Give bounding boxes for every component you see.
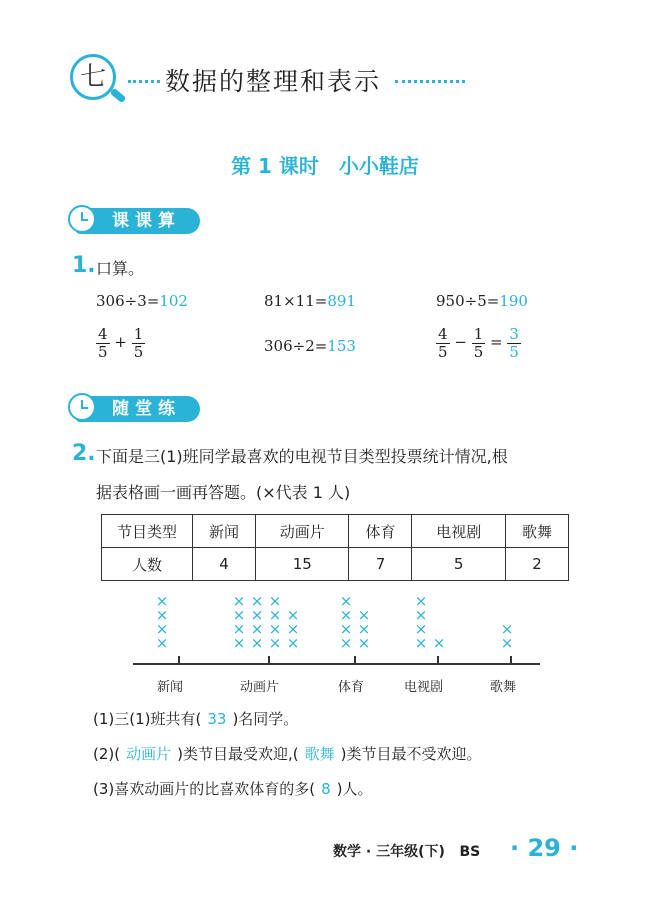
- tally-mark: ×: [268, 620, 282, 638]
- tally-mark: ×: [232, 592, 246, 610]
- table-cell: 2: [505, 548, 568, 581]
- x-tick-label: 新闻: [157, 680, 184, 695]
- tally-mark: ×: [155, 592, 169, 610]
- tally-mark: ×: [268, 606, 282, 624]
- axis-tick: [268, 656, 270, 664]
- table-cell: 电视剧: [412, 515, 505, 548]
- axis-tick: [437, 656, 439, 664]
- section-label-calc: 课课算: [112, 211, 181, 231]
- q2-text-line2: 据表格画一画再答题。(×代表 1 人): [96, 483, 351, 502]
- q1-frac-answer: $\frac{3}{5}$: [509, 325, 519, 361]
- table-cell: 5: [412, 548, 505, 581]
- alarm-clock-icon: [68, 393, 96, 421]
- q2-sub3: (3)喜欢动画片的比喜欢体育的多( 8 )人。: [93, 780, 373, 798]
- magnifier-handle-icon: [110, 88, 127, 104]
- tally-mark: ×: [414, 620, 428, 638]
- footer-book-info: 数学 · 三年级(下) BS: [333, 844, 481, 860]
- tally-mark: ×: [339, 620, 353, 638]
- lesson-title: [0, 150, 650, 179]
- table-header-type: 节目类型: [102, 515, 193, 548]
- q2-text-line1: 下面是三(1)班同学最喜欢的电视节目类型投票统计情况,根: [96, 447, 508, 466]
- tally-mark: ×: [414, 606, 428, 624]
- table-row: [102, 515, 569, 548]
- table-cell: 7: [349, 548, 412, 581]
- chapter-number-badge: 七: [70, 54, 116, 100]
- q1-item-2: 81×11=891: [264, 292, 356, 310]
- axis-tick: [510, 656, 512, 664]
- header-dots-left: [128, 80, 160, 83]
- q2-sub1: (1)三(1)班共有( 33 )名同学。: [93, 710, 299, 728]
- q1-number: 1.: [72, 253, 96, 278]
- q1-frac-add: $\frac{4}{5}$ + $\frac{1}{5}$: [98, 325, 144, 361]
- vote-table: [101, 514, 569, 581]
- tally-mark: ×: [339, 606, 353, 624]
- q1-answer-2: 891: [327, 292, 356, 310]
- lesson-number: 第 1 课时: [231, 154, 319, 178]
- q2-sub3-answer: 8: [321, 780, 331, 798]
- q1-item-1: 306÷3=102: [96, 292, 188, 310]
- q1-text: 口算。: [96, 259, 145, 278]
- tally-mark: ×: [155, 620, 169, 638]
- tally-mark: ×: [155, 634, 169, 652]
- table-cell: 动画片: [256, 515, 349, 548]
- tally-mark: ×: [232, 620, 246, 638]
- tally-mark: ×: [232, 606, 246, 624]
- q1-answer-3: 190: [499, 292, 528, 310]
- tally-mark: ×: [250, 634, 264, 652]
- q1-answer-4: 153: [327, 337, 356, 355]
- q1-item-4: 306÷2=153: [264, 337, 356, 355]
- tally-mark: ×: [500, 634, 514, 652]
- q2-number: 2.: [72, 441, 96, 466]
- tally-mark: ×: [232, 634, 246, 652]
- header-dots-right: [395, 80, 465, 83]
- tally-mark: ×: [357, 606, 371, 624]
- section-label-practice: 随堂练: [112, 399, 181, 419]
- q2-sub2: (2)( 动画片 )类节目最受欢迎,( 歌舞 )类节目最不受欢迎。: [93, 745, 482, 763]
- tally-mark: ×: [250, 592, 264, 610]
- tally-mark: ×: [414, 592, 428, 610]
- axis-tick: [354, 656, 356, 664]
- q1-answer-1: 102: [159, 292, 188, 310]
- table-header-count: 人数: [102, 548, 193, 581]
- tally-mark: ×: [268, 634, 282, 652]
- table-cell: 15: [256, 548, 349, 581]
- tally-mark: ×: [286, 606, 300, 624]
- tally-mark: ×: [286, 620, 300, 638]
- tally-mark: ×: [339, 634, 353, 652]
- tally-mark: ×: [414, 634, 428, 652]
- chart-axis: [133, 663, 540, 665]
- x-tick-label: 体育: [338, 680, 365, 695]
- axis-tick: [178, 656, 180, 664]
- page-number: · 29 ·: [510, 834, 579, 862]
- tally-mark: ×: [250, 606, 264, 624]
- tally-mark: ×: [357, 620, 371, 638]
- lesson-name: 小小鞋店: [338, 154, 419, 178]
- q2-sub2-answer2: 歌舞: [304, 745, 335, 763]
- table-cell: 歌舞: [505, 515, 568, 548]
- table-cell: 4: [193, 548, 256, 581]
- table-cell: 体育: [349, 515, 412, 548]
- tally-mark: ×: [155, 606, 169, 624]
- tally-mark: ×: [500, 620, 514, 638]
- table-cell: 新闻: [193, 515, 256, 548]
- q2-sub1-answer: 33: [207, 710, 227, 728]
- q1-frac-sub: $\frac{4}{5}$ − $\frac{1}{5}$ = $\frac{3}{5}$: [438, 325, 519, 361]
- tally-mark: ×: [250, 620, 264, 638]
- table-row: [102, 548, 569, 581]
- tally-mark: ×: [432, 634, 446, 652]
- x-tick-label: 动画片: [240, 680, 280, 695]
- tally-mark: ×: [286, 634, 300, 652]
- q1-item-3: 950÷5=190: [436, 292, 528, 310]
- alarm-clock-icon: [68, 205, 96, 233]
- tally-mark: ×: [339, 592, 353, 610]
- x-tick-label: 电视剧: [404, 680, 444, 695]
- x-tick-label: 歌舞: [490, 680, 517, 695]
- chapter-title: 数据的整理和表示: [165, 67, 382, 96]
- tally-mark: ×: [268, 592, 282, 610]
- tally-mark: ×: [357, 634, 371, 652]
- q2-sub2-answer1: 动画片: [126, 745, 172, 763]
